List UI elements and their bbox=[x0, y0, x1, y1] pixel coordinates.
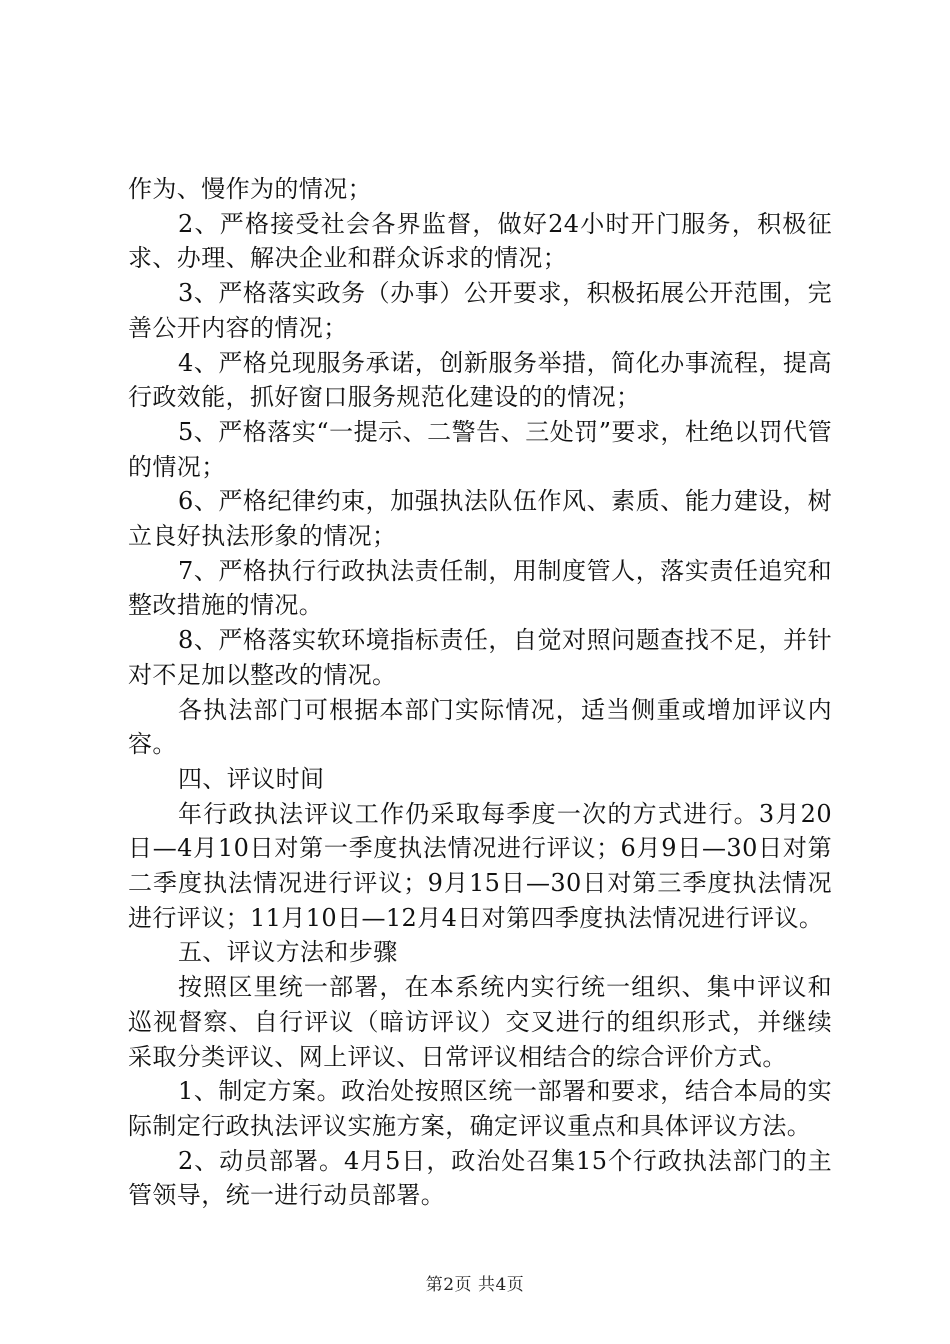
paragraph: 8、严格落实软环境指标责任，自觉对照问题查找不足，并针对不足加以整改的情况。 bbox=[128, 626, 832, 689]
paragraph: 作为、慢作为的情况； bbox=[128, 175, 372, 203]
document-body bbox=[128, 172, 832, 1213]
paragraph: 5、严格落实“一提示、二警告、三处罚”要求，杜绝以罚代管的情况； bbox=[128, 417, 832, 481]
paragraph: 7、严格执行行政执法责任制，用制度管人，落实责任追究和整改措施的情况。 bbox=[128, 556, 832, 620]
paragraph: 2、严格接受社会各界监督，做好24小时开门服务，积极征求、办理、解决企业和群众诉求的情况； bbox=[128, 209, 832, 273]
paragraph: 各执法部门可根据本部门实际情况，适当侧重或增加评议内容。 bbox=[128, 695, 832, 759]
paragraph: 2、动员部署。4月5日，政治处召集15个行政执法部门的主管领导，统一进行动员部署。 bbox=[128, 1146, 832, 1210]
paragraph: 1、制定方案。政治处按照区统一部署和要求，结合本局的实际制定行政执法评议实施方案，确定评议重点和具体评议方法。 bbox=[128, 1077, 832, 1140]
paragraph: 年行政执法评议工作仍采取每季度一次的方式进行。3月20日—4月10日对第一季度执法情况进行评议；6月9日—30日对第二季度执法情况进行评议；9月15日—30日对第三季度执法情况进行评议；11月10日—12月4日对第四季度执法情况进行评议。 bbox=[128, 799, 832, 932]
paragraph: 按照区里统一部署，在本系统内实行统一组织、集中评议和巡视督察、自行评议（暗访评议）交叉进行的组织形式，并继续采取分类评议、网上评议、日常评议相结合的综合评价方式。 bbox=[128, 973, 832, 1071]
paragraph: 4、严格兑现服务承诺，创新服务举措，简化办事流程，提高行政效能，抓好窗口服务规范化建设的的情况； bbox=[128, 348, 832, 412]
paragraph: 6、严格纪律约束，加强执法队伍作风、素质、能力建设，树立良好执法形象的情况； bbox=[128, 487, 832, 551]
page-footer: 第2页 共4页 bbox=[425, 1275, 525, 1295]
paragraph: 3、严格落实政务（办事）公开要求，积极拓展公开范围，完善公开内容的情况； bbox=[128, 279, 832, 342]
section-heading: 五、评议方法和步骤 bbox=[178, 938, 398, 967]
section-heading: 四、评议时间 bbox=[178, 764, 325, 793]
